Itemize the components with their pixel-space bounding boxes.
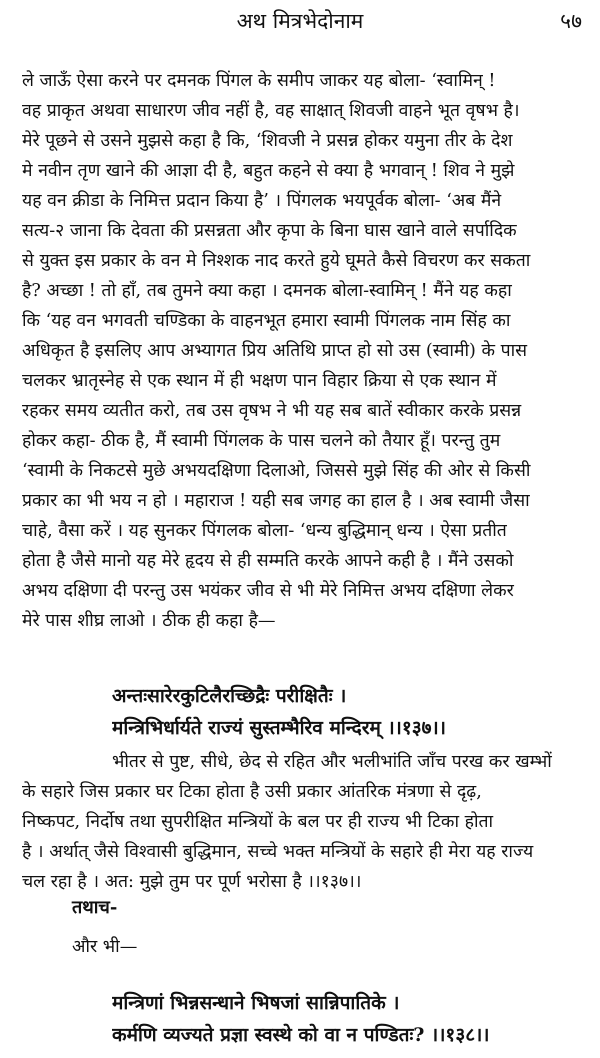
text-line: प्रकार का भी भय न हो । महाराज ! यही सब जगह का हाल है । अब स्वामी जैसा (22, 491, 530, 511)
text-line: है? अच्छा ! तो हाँ, तब तुमने क्या कहा । दमनक बोला-स्वामिन् ! मैंने यह कहा (22, 281, 512, 301)
text-line: निष्कपट, निर्दोष तथा सुपरीक्षित मन्त्रियों के बल पर ही राज्य भी टिका होता (22, 812, 494, 832)
text-line: अधिकृत है इसलिए आप अभ्यागत प्रिय अतिथि प्राप्त हो सो उस (स्वामी) के पास (22, 341, 528, 361)
text-line: भीतर से पुष्ट, सीधे, छेद से रहित और भलीभांति जाँच परख कर खम्भों (112, 752, 552, 772)
verse-line: अन्तःसारेरकुटिलैरच्छिद्रैः परीक्षितैः । (112, 685, 347, 707)
paragraph-2 (22, 747, 586, 897)
text-line: सत्य-२ जाना कि देवता की प्रसन्नता और कृपा के बिना घास खाने वाले सर्पादिक (22, 221, 517, 241)
text-line: है । अर्थात् जैसे विश्वासी बुद्धिमान, सच्चे भक्त मन्त्रियों के सहारे ही मेरा यह राज्य (22, 842, 534, 862)
text-line: ‘स्वामी के निकटसे मुछे अभयदक्षिणा दिलाओ, जिससे मुझे सिंह की ओर से किसी (22, 461, 531, 481)
verse-line: मन्त्रिभिर्धार्यते राज्यं सुस्तम्भैरिव मन्दिरम् ।।१३७।। (112, 717, 446, 739)
aur-bhi-text: और भी— (72, 937, 138, 957)
verse-line: कर्मणि व्यज्यते प्रज्ञा स्वस्थे को वा न पण्डितः? ।।१३८।। (112, 1024, 490, 1046)
text-line: चलकर भ्रातृस्नेह से एक स्थान में ही भक्षण पान विहार क्रिया से एक स्थान में (22, 371, 497, 391)
text-line: रहकर समय व्यतीत करो, तब उस वृषभ ने भी यह सब बातें स्वीकार करके प्रसन्न (22, 401, 522, 421)
text-line: होता है जैसे मानो यह मेरे हृदय से ही सम्मति करके आपने कही है । मैंने उसको (22, 551, 514, 571)
text-line: के सहारे जिस प्रकार घर टिका होता है उसी प्रकार आंतरिक मंत्रणा से दृढ़, (22, 782, 482, 802)
text-line: ले जाऊँ ऐसा करने पर दमनक पिंगल के समीप जाकर यह बोला- ‘स्वामिन् ! (22, 71, 496, 91)
text-line: से युक्त इस प्रकार के वन मे निश्शक नाद करते हुये घूमते कैसे विचरण कर सकता (22, 251, 531, 271)
text-line: चल रहा है । अत: मुझे तुम पर पूर्ण भरोसा है ।।१३७।। (22, 872, 362, 892)
text-line: मे नवीन तृण खाने की आज्ञा दी है, बहुत कहने से क्या है भगवान् ! शिव ने मुझे (22, 161, 515, 181)
text-line: यह वन क्रीडा के निमित्त प्रदान किया है’ । पिंगलक भयपूर्वक बोला- ‘अब मैंने (22, 191, 502, 211)
text-line: कि ‘यह वन भगवती चण्डिका के वाहनभूत हमारा स्वामी पिंगलक नाम सिंह का (22, 311, 511, 331)
text-line: अभय दक्षिणा दी परन्तु उस भयंकर जीव से भी मेरे निमित्त अभय दक्षिणा लेकर (22, 581, 514, 601)
verse-138 (112, 987, 582, 1051)
chapter-title: अथ मित्रभेदोनाम (236, 9, 364, 33)
paragraph-1 (22, 66, 586, 636)
tathach-heading: तथाच- (72, 897, 118, 918)
text-line: वह प्राकृत अथवा साधारण जीव नहीं है, वह साक्षात् शिवजी वाहने भूत वृषभ है। (22, 101, 520, 121)
text-line: चाहे, वैसा करें । यह सुनकर पिंगलक बोला- ‘धन्य बुद्धिमान् धन्य । ऐसा प्रतीत (22, 521, 507, 541)
verse-137 (112, 680, 582, 744)
text-line: होकर कहा- ठीक है, मैं स्वामी पिंगलक के पास चलने को तैयार हूँ। परन्तु तुम (22, 431, 501, 451)
page-number: ५७ (560, 9, 582, 33)
text-line: मेरे पूछने से उसने मुझसे कहा है कि, ‘शिवजी ने प्रसन्न होकर यमुना तीर के देश (22, 131, 513, 151)
text-line: मेरे पास शीघ्र लाओ । ठीक ही कहा है— (22, 611, 276, 631)
verse-line: मन्त्रिणां भिन्नसन्धाने भिषजां सान्निपातिके । (112, 992, 400, 1014)
page-header (0, 4, 600, 38)
